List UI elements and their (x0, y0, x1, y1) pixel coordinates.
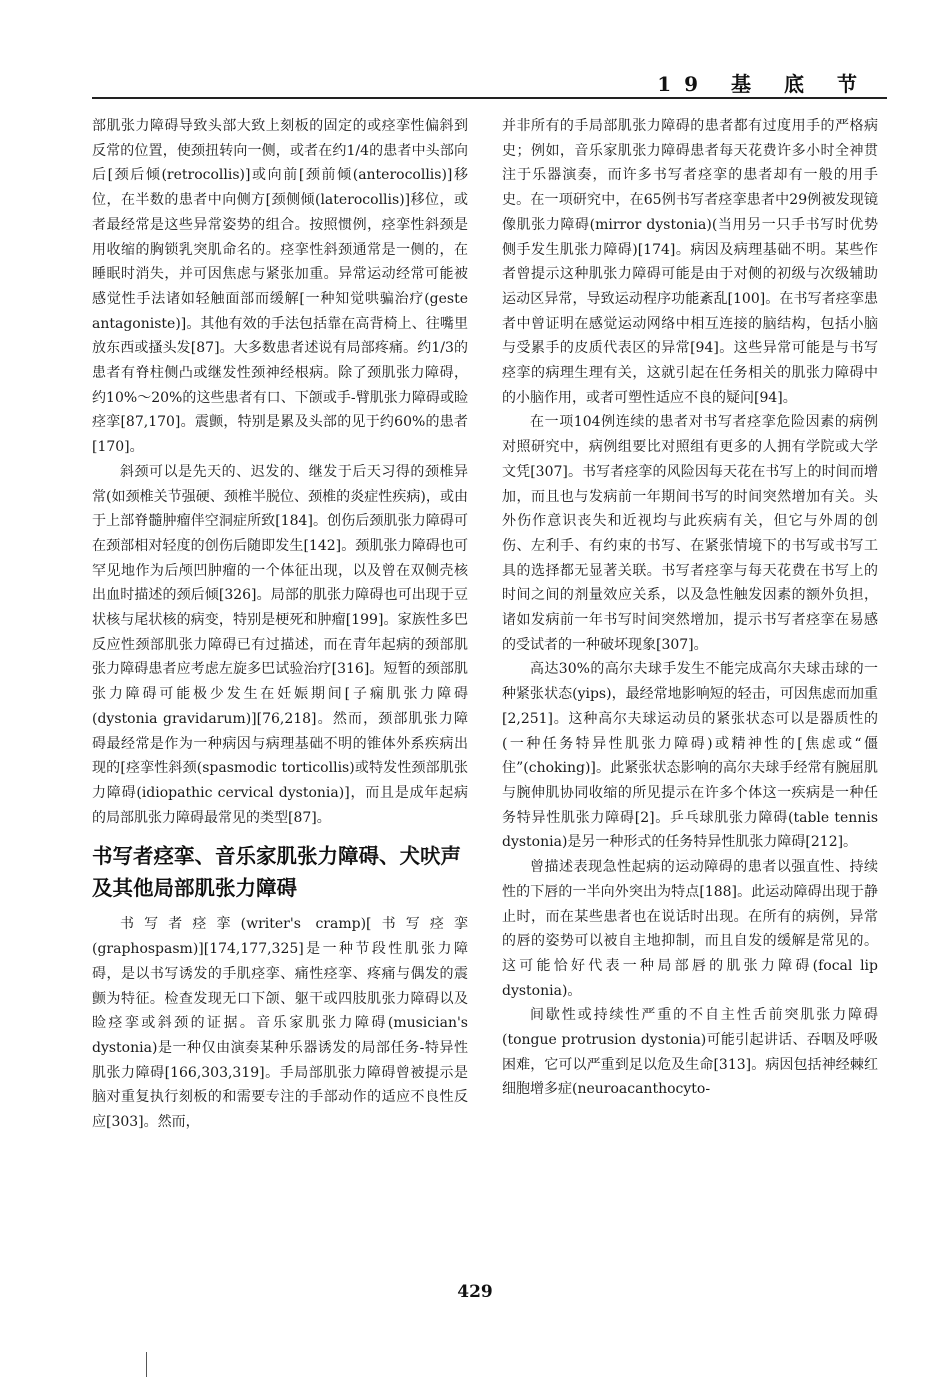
paragraph: 高达30%的高尔夫球手发生不能完成高尔夫球击球的一种紧张状态(yips)，最经常地影响短的轻击，可因焦虑而加重[2,251]。这种高尔夫球运动员的紧张状态可以是器质性的(一种任务特异性肌张力障碍)或精神性的[焦虑或“僵住”(choking)]。此紧张状态影响的高尔夫球手经常有腕屈肌与腕伸肌协同收缩的所见提示在许多个体这一疾病是一种任务特异性肌张力障碍[2]。乒乓球肌张力障碍(table tennis dystonia)是另一种形式的任务特异性肌张力障碍[212]。 (502, 661, 878, 851)
paragraph: 并非所有的手局部肌张力障碍的患者都有过度用手的严格病史；例如，音乐家肌张力障碍患者每天花费许多小时全神贯注于乐器演奏，而许多书写者痉挛的患者却有一般的用手史。在一项研究中，在65例书写者痉挛患者中29例被发现镜像肌张力障碍(mirror dystonia)(当用另一只手书写时优势侧手发生肌张力障碍)[174]。病因及病理基础不明。某些作者曾提示这种肌张力障碍可能是由于对侧的初级与次级辅助运动区异常，导致运动程序功能紊乱[100]。在书写者痉挛患者中曾证明在感觉运动网络中相互连接的脑结构，包括小脑与受累手的皮质代表区的异常[94]。这些异常可能是与书写痉挛的病理生理有关，这就引起在任务相关的肌张力障碍中的小脑作用，或者可塑性适应不良的疑问[94]。 (502, 118, 878, 406)
section-heading: 书写者痉挛、音乐家肌张力障碍、犬吠声及其他局部肌张力障碍 (92, 844, 461, 901)
paragraph: 斜颈可以是先天的、迟发的、继发于后天习得的颈椎异常(如颈椎关节强硬、颈椎半脱位、颈椎的炎症性疾病)，或由于上部脊髓肿瘤伴空洞症所致[184]。创伤后颈肌张力障碍可在颈部相对轻度的创伤后随即发生[142]。颈肌张力障碍也可罕见地作为后颅凹肿瘤的一个体征出现，以及曾在双侧壳核出血时描述的颈后倾[326]。局部的肌张力障碍也可出现于豆状核与尾状核的病变，特别是梗死和肿瘤[199]。家族性多巴反应性颈部肌张力障碍已有过描述，而在青年起病的颈部肌张力障碍患者应考虑左旋多巴试验治疗[316]。短暂的颈部肌张力障碍可能极少发生在妊娠期间[子痫肌张力障碍(dystonia gravidarum)][76,218]。然而，颈部肌张力障碍最经常是作为一种病因与病理基础不明的锥体外系疾病出现的[痉挛性斜颈(spasmodic torticollis)或特发性颈部肌张力障碍(idiopathic cervical dystonia)]，而且是成年起病的局部肌张力障碍最常见的类型[87]。 (92, 463, 468, 826)
paragraph: 书写者痉挛(writer's cramp)[书写痉挛(graphospasm)][174,177,325]是一种节段性肌张力障碍，是以书写诱发的手肌痉挛、痛性痉挛、疼痛与偶发的震颤为特征。检查发现无口下颌、躯干或四肢肌张力障碍以及睑痉挛或斜颈的证据。音乐家肌张力障碍(musician's dystonia)是一种仅由演奏某种乐器诱发的局部任务-特异性肌张力障碍[166,303,319]。手局部肌张力障碍曾被提示是脑对重复执行刻板的和需要专注的手部动作的适应不良性反应[303]。然而， (92, 916, 468, 1131)
page-number: 429 (457, 1282, 493, 1302)
paragraph: 曾描述表现急性起病的运动障碍的患者以强直性、持续性的下唇的一半向外突出为特点[188]。此运动障碍出现于静止时，而在某些患者也在说话时出现。在所有的病例，异常的唇的姿势可以被自主地抑制，而且自发的缓解是常见的。这可能恰好代表一种局部唇的肌张力障碍(focal lip dystonia)。 (502, 859, 878, 999)
section-title: 19 基 底 节 (657, 72, 870, 96)
scan-mark (146, 1352, 147, 1377)
paragraph: 在一项104例连续的患者对书写者痉挛危险因素的病例对照研究中，病例组要比对照组有更多的人拥有学院或大学文凭[307]。书写者痉挛的风险因每天花在书写上的时间而增加，而且也与发病前一年期间书写的时间突然增加有关。头外伤作意识丧失和近视均与此疾病有关，但它与外周的创伤、左利手、有约束的书写、在紧张情境下的书写或书写工具的选择都无显著关联。书写者痉挛与每天花费在书写上的时间之间的剂量效应关系，以及急性触发因素的额外负担，诸如发病前一年书写时间突然增加，提示书写者痉挛在易感的受试者的一种破坏现象[307]。 (502, 414, 878, 653)
left-column (92, 114, 468, 1135)
right-column (502, 114, 878, 1102)
header-rule (92, 97, 887, 99)
paragraph: 部肌张力障碍导致头部大致上刻板的固定的或痉挛性偏斜到反常的位置，使颈扭转向一侧，或者在约1/4的患者中头部向后[颈后倾(retrocollis)]或向前[颈前倾(anterocollis)]移位，在半数的患者中向侧方[颈侧倾(laterocollis)]移位，或者最经常是这些异常姿势的组合。按照惯例，痉挛性斜颈是用收缩的胸锁乳突肌命名的。痉挛性斜颈通常是一侧的，在睡眠时消失，并可因焦虑与紧张加重。异常运动经常可能被感觉性手法诸如轻触面部而缓解[一种知觉哄骗治疗(geste antagoniste)]。其他有效的手法包括靠在高背椅上、往嘴里放东西或搔头发[87]。大多数患者述说有局部疼痛。约1/3的患者有脊柱侧凸或继发性颈神经根病。除了颈肌张力障碍，约10%～20%的这些患者有口、下颌或手-臂肌张力障碍或睑痉挛[87,170]。震颤，特别是累及头部的见于约60%的患者[170]。 (92, 118, 468, 456)
paragraph: 间歇性或持续性严重的不自主性舌前突肌张力障碍(tongue protrusion dystonia)可能引起讲话、吞咽及呼吸困难，它可以严重到足以危及生命[313]。病因包括神经棘红细胞增多症(neuroacanthocyto- (502, 1007, 878, 1098)
